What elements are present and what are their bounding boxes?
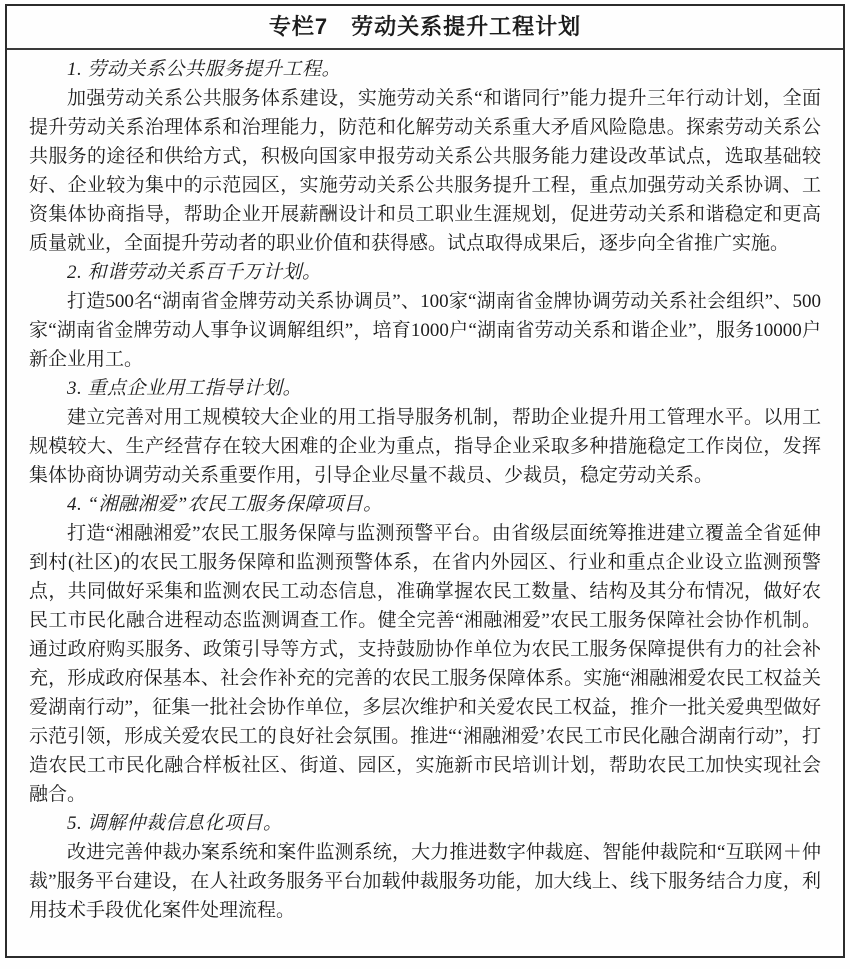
section-heading: 4. “湘融湘爱”农民工服务保障项目。: [67, 494, 383, 515]
section-heading: 5. 调解仲裁信息化项目。: [67, 813, 283, 834]
column-box: [5, 4, 845, 958]
section-paragraph: 打造“湘融湘爱”农民工服务保障与监测预警平台。由省级层面统筹推进建立覆盖全省延伸到村(社区)的农民工服务保障和监测预警体系，在省内外园区、行业和重点企业设立监测预警点，共同做好采集和监测农民工动态信息，准确掌握农民工数量、结构及其分布情况，做好农民工市民化融合进程动态监测调查工作。健全完善“湘融湘爱”农民工服务保障社会协作机制。通过政府购买服务、政策引导等方式，支持鼓励协作单位为农民工服务保障提供有力的社会补充，形成政府保基本、社会作补充的完善的农民工服务保障体系。实施“湘融湘爱农民工权益关爱湖南行动”，征集一批社会协作单位，多层次维护和关爱农民工权益，推介一批关爱典型做好示范引领，形成关爱农民工的良好社会氛围。推进“‘湘融湘爱’农民工市民化融合湖南行动”，打造农民工市民化融合样板社区、街道、园区，实施新市民培训计划，帮助农民工加快实现社会融合。: [29, 523, 821, 805]
section-paragraph: 打造500名“湖南省金牌劳动关系协调员”、100家“湖南省金牌协调劳动关系社会组织”、500家“湖南省金牌劳动人事争议调解组织”，培育1000户“湖南省劳动关系和谐企业”，服务10000户新企业用工。: [29, 291, 821, 370]
document-section: [29, 258, 821, 374]
section-heading: 1. 劳动关系公共服务提升工程。: [67, 59, 342, 80]
section-heading: 3. 重点企业用工指导计划。: [67, 378, 303, 399]
document-section: [29, 809, 821, 925]
section-paragraph: 加强劳动关系公共服务体系建设，实施劳动关系“和谐同行”能力提升三年行动计划，全面提升劳动关系治理体系和治理能力，防范和化解劳动关系重大矛盾风险隐患。探索劳动关系公共服务的途径和供给方式，积极向国家申报劳动关系公共服务能力建设改革试点，选取基础较好、企业较为集中的示范园区，实施劳动关系公共服务提升工程，重点加强劳动关系协调、工资集体协商指导，帮助企业开展薪酬设计和员工职业生涯规划，促进劳动关系和谐稳定和更高质量就业，全面提升劳动者的职业价值和获得感。试点取得成果后，逐步向全省推广实施。: [29, 88, 821, 254]
box-title: 专栏7 劳动关系提升工程计划: [7, 6, 843, 50]
section-heading: 2. 和谐劳动关系百千万计划。: [67, 262, 322, 283]
document-section: [29, 490, 821, 809]
document-section: [29, 55, 821, 258]
section-paragraph: 建立完善对用工规模较大企业的用工指导服务机制，帮助企业提升用工管理水平。以用工规模较大、生产经营存在较大困难的企业为重点，指导企业采取多种措施稳定工作岗位，发挥集体协商协调劳动关系重要作用，引导企业尽量不裁员、少裁员，稳定劳动关系。: [29, 407, 821, 486]
section-paragraph: 改进完善仲裁办案系统和案件监测系统，大力推进数字仲裁庭、智能仲裁院和“互联网＋仲裁”服务平台建设，在人社政务服务平台加载仲裁服务功能，加大线上、线下服务结合力度，利用技术手段优化案件处理流程。: [29, 842, 821, 921]
document-section: [29, 374, 821, 490]
box-body: [7, 50, 843, 935]
